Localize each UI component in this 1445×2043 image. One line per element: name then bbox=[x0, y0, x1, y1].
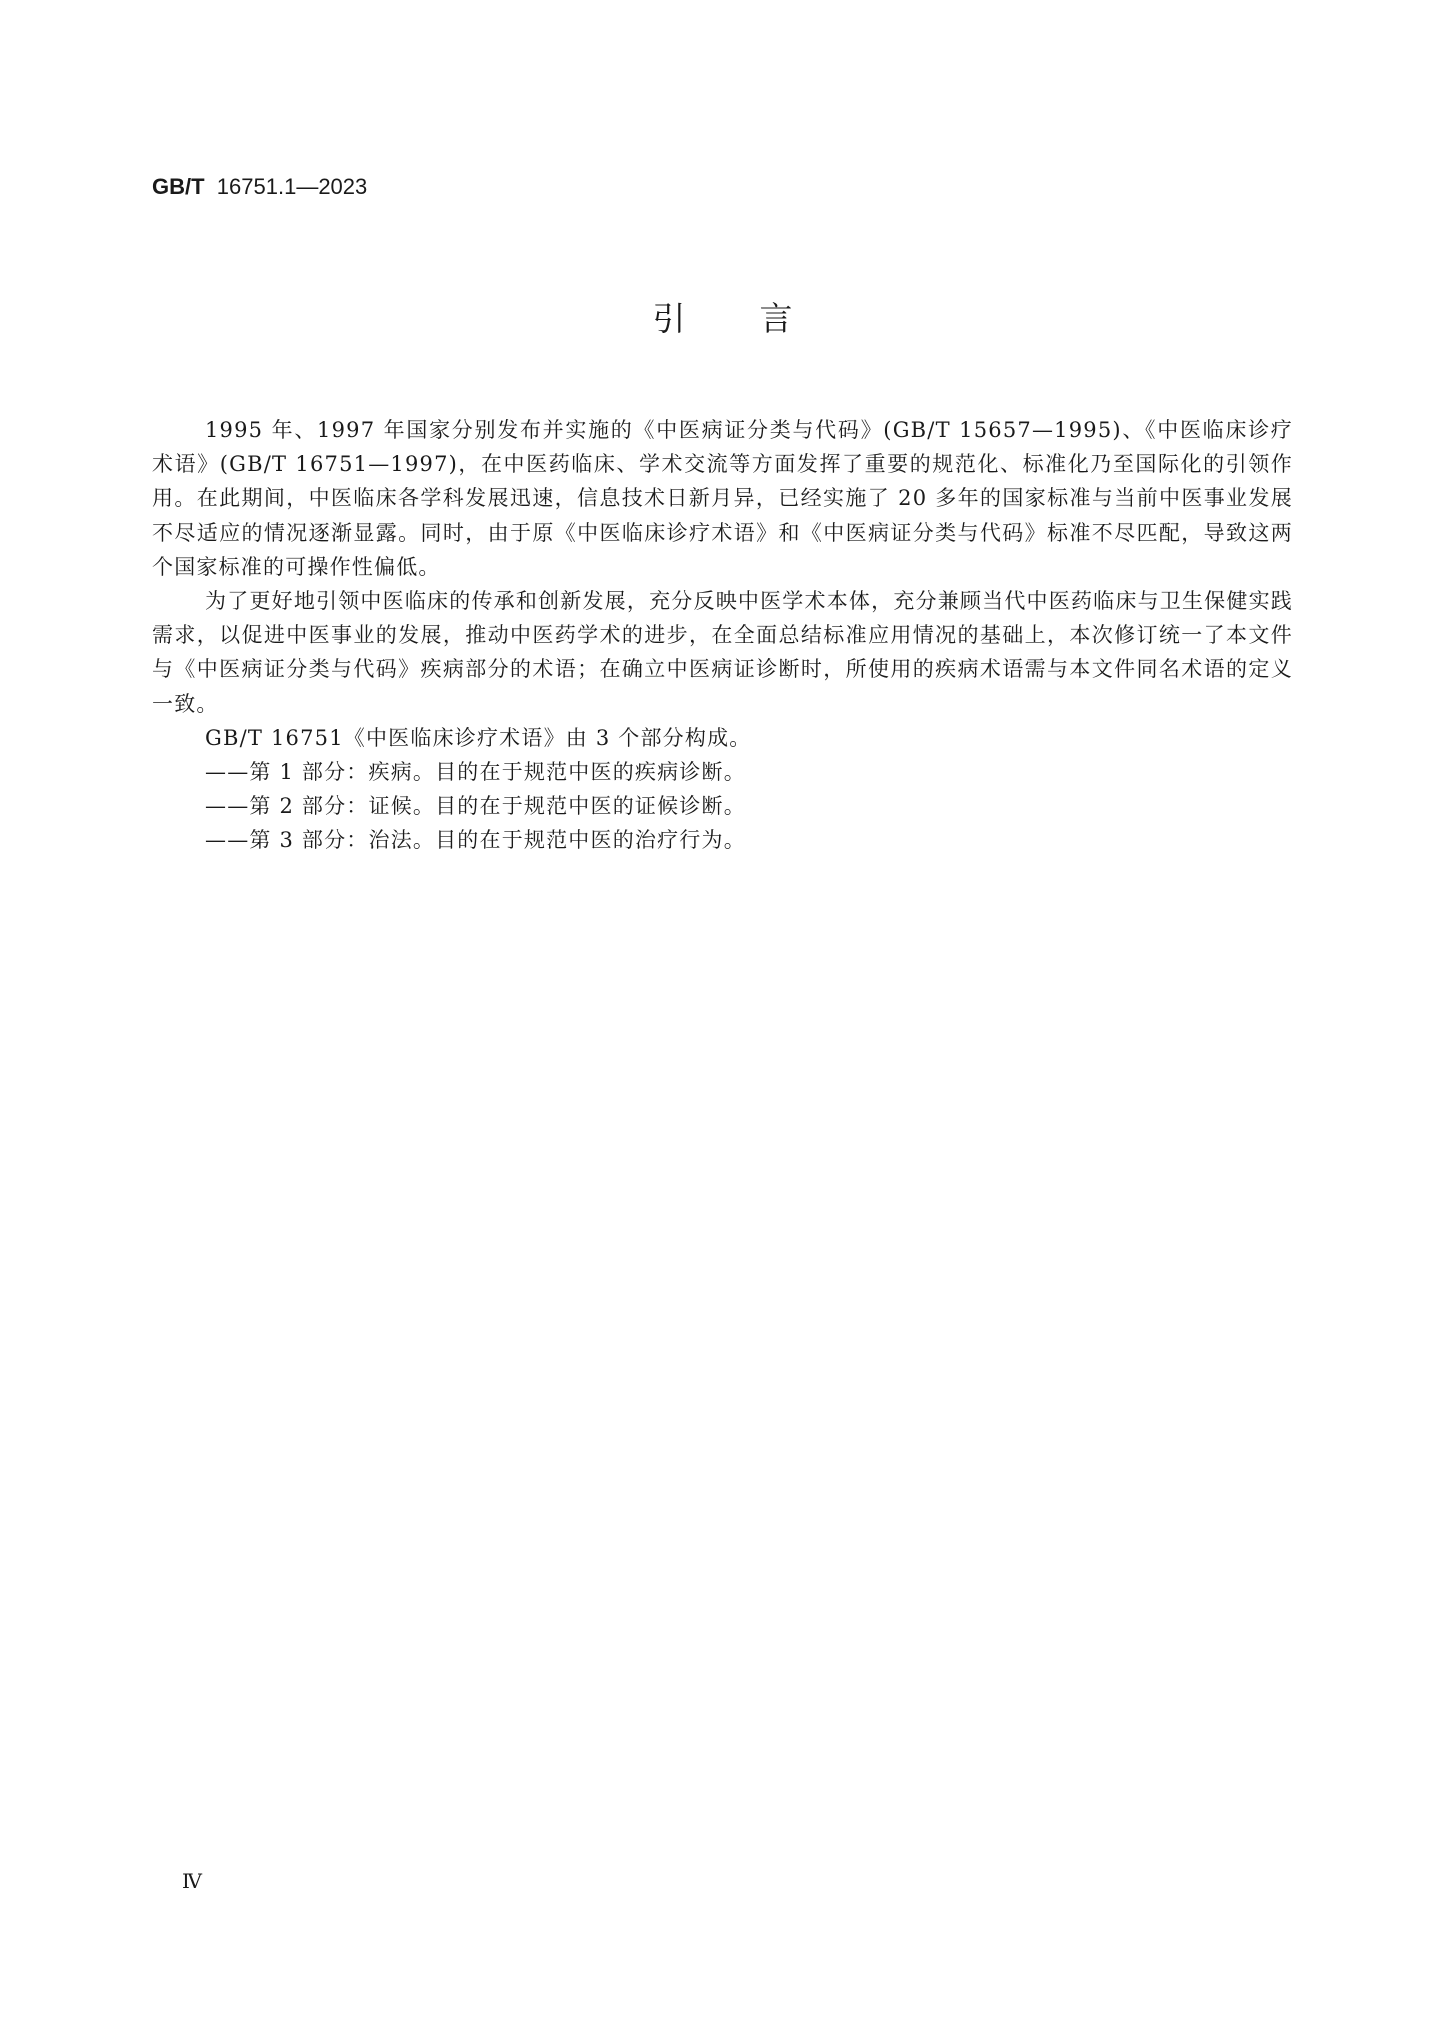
standard-code-header bbox=[152, 172, 367, 202]
page-number: Ⅳ bbox=[182, 1869, 202, 1893]
paragraph-background: 1995 年、1997 年国家分别发布并实施的《中医病证分类与代码》(GB/T 15657—1995)、《中医临床诊疗术语》(GB/T 16751—1997)，在中医药临床、学术交流等方面发挥了重要的规范化、标准化乃至国际化的引领作用。在此期间，中医临床各学科发展迅速，信息技术日新月异，已经实施了 20 多年的国家标准与当前中医事业发展不尽适应的情况逐渐显露。同时，由于原《中医临床诊疗术语》和《中医病证分类与代码》标准不尽匹配，导致这两个国家标准的可操作性偏低。 bbox=[152, 418, 1293, 579]
list-item-part-1: ——第 1 部分：疾病。目的在于规范中医的疾病诊断。 bbox=[205, 760, 746, 785]
standard-number: 16751.1—2023 bbox=[216, 174, 368, 199]
standard-prefix: GB/T bbox=[152, 174, 205, 199]
introduction-body bbox=[152, 413, 1293, 858]
list-item-part-3: ——第 3 部分：治法。目的在于规范中医的治疗行为。 bbox=[205, 828, 746, 853]
paragraph-revision-purpose: 为了更好地引领中医临床的传承和创新发展，充分反映中医学术本体，充分兼顾当代中医药临床与卫生保健实践需求，以促进中医事业的发展，推动中医药学术的进步，在全面总结标准应用情况的基础上，本次修订统一了本文件与《中医病证分类与代码》疾病部分的术语；在确立中医病证诊断时，所使用的疾病术语需与本文件同名术语的定义一致。 bbox=[152, 589, 1293, 716]
page-title: 引言 bbox=[652, 299, 867, 338]
list-item-part-2: ——第 2 部分：证候。目的在于规范中医的证候诊断。 bbox=[205, 794, 746, 819]
paragraph-structure-intro: GB/T 16751《中医临床诊疗术语》由 3 个部分构成。 bbox=[205, 725, 752, 750]
